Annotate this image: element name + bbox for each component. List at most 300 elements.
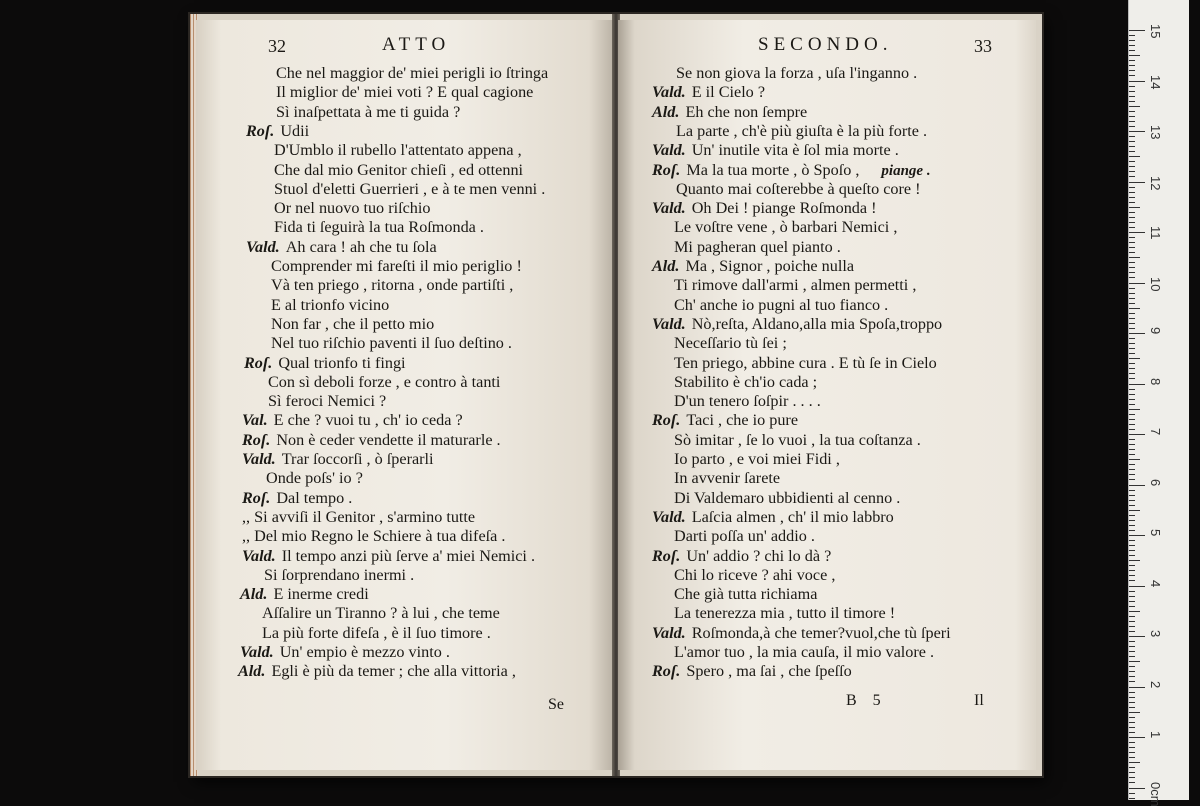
verse-text: ,, Si avviſi il Genitor , s'armino tutte: [242, 508, 475, 526]
verse-text: Che già tutta richiama: [674, 585, 817, 603]
text-line: [652, 103, 807, 122]
text-line: [274, 161, 523, 180]
text-line: [246, 238, 437, 257]
ruler-tick: [1129, 116, 1135, 117]
speaker-label: Vald.: [652, 508, 686, 526]
ruler-tick: [1129, 500, 1135, 501]
ruler-tick: [1129, 384, 1145, 385]
text-line: [274, 141, 522, 160]
ruler-label: 12: [1148, 176, 1163, 190]
text-line: [271, 257, 522, 276]
verse-text: Udii: [280, 122, 309, 140]
ruler-tick: [1129, 752, 1135, 753]
ruler-label: 9: [1148, 327, 1163, 334]
speaker-label: Roſ.: [652, 547, 680, 565]
verse-text: Egli è più da temer ; che alla vittoria ,: [271, 662, 516, 680]
speaker-label: Ald.: [240, 585, 267, 603]
verse-text: Stuol d'eletti Guerrieri , e à te men venni .: [274, 180, 545, 198]
ruler-label: 5: [1148, 529, 1163, 536]
verse-text: Sò imitar , ſe lo vuoi , la tua coſtanza .: [674, 431, 921, 449]
left-page: [196, 20, 614, 770]
ruler-tick: [1129, 394, 1135, 395]
ruler-tick: [1129, 717, 1135, 718]
verse-text: Un' addio ? chi lo dà ?: [686, 547, 831, 565]
ruler-tick: [1129, 464, 1135, 465]
ruler-tick: [1129, 257, 1140, 258]
ruler-label: 8: [1148, 378, 1163, 385]
ruler-tick: [1129, 510, 1140, 511]
text-line: [271, 296, 389, 315]
verse-text: Taci , che io pure: [686, 411, 798, 429]
verse-text: Un' empio è mezzo vinto .: [280, 643, 450, 661]
ruler-tick: [1129, 661, 1140, 662]
open-book: [190, 14, 1042, 776]
ruler-tick: [1129, 242, 1135, 243]
verse-text: Ah cara ! ah che tu ſola: [286, 238, 437, 256]
verse-text: Nò,reſta, Aldano,alla mia Spoſa,troppo: [692, 315, 942, 333]
ruler-tick: [1129, 217, 1135, 218]
ruler-tick: [1129, 424, 1135, 425]
ruler-tick: [1129, 247, 1135, 248]
ruler-tick: [1129, 91, 1135, 92]
text-line: [674, 469, 780, 488]
text-line: [652, 199, 877, 218]
speaker-label: Roſ.: [246, 122, 274, 140]
ruler-tick: [1129, 580, 1135, 581]
ruler-tick: [1129, 742, 1135, 743]
text-line: [674, 238, 841, 257]
ruler-tick: [1129, 308, 1140, 309]
verse-text: Ch' anche io pugni al tuo fianco .: [674, 296, 888, 314]
verse-text: In avvenir ſarete: [674, 469, 780, 487]
ruler-tick: [1129, 757, 1135, 758]
verse-text: Il miglior de' miei voti ? E qual cagione: [276, 83, 533, 101]
verse-text: Non è ceder vendette il maturarle .: [276, 431, 500, 449]
text-line: [674, 276, 916, 295]
text-line: [268, 392, 386, 411]
ruler-tick: [1129, 343, 1135, 344]
text-line: [238, 662, 516, 681]
verse-text: Oh Dei ! piange Roſmonda !: [692, 199, 877, 217]
text-line: [674, 431, 921, 450]
ruler-tick: [1129, 272, 1135, 273]
verse-text: Ti rimove dall'armi , almen permetti ,: [674, 276, 916, 294]
ruler-tick: [1129, 70, 1135, 71]
text-line: [242, 431, 501, 450]
ruler-tick: [1129, 30, 1145, 31]
right-page: [618, 20, 1036, 770]
ruler-tick: [1129, 106, 1140, 107]
left-running-head: ATTO: [382, 34, 450, 56]
speaker-label: Vald.: [652, 141, 686, 159]
ruler-tick: [1129, 454, 1135, 455]
ruler-tick: [1129, 318, 1135, 319]
ruler-label: 1: [1148, 731, 1163, 738]
ruler-tick: [1129, 348, 1135, 349]
verse-text: Fida ti ſeguirà la tua Roſmonda .: [274, 218, 484, 236]
ruler-tick: [1129, 762, 1140, 763]
verse-text: Quanto mai coſterebbe à queſto core !: [676, 180, 921, 198]
ruler-tick: [1129, 429, 1135, 430]
ruler-tick: [1129, 50, 1135, 51]
text-line: [246, 122, 309, 141]
left-catchword: Se: [548, 696, 564, 714]
ruler-tick: [1129, 671, 1135, 672]
ruler-label: 10: [1148, 277, 1163, 291]
verse-text: Aſſalire un Tiranno ? à lui , che teme: [262, 604, 500, 622]
ruler-tick: [1129, 419, 1135, 420]
ruler-tick: [1129, 565, 1135, 566]
ruler-tick: [1129, 35, 1135, 36]
verse-text: Se non giova la forza , uſa l'inganno .: [676, 64, 917, 82]
ruler-tick: [1129, 252, 1135, 253]
ruler-tick: [1129, 101, 1135, 102]
ruler-tick: [1129, 727, 1135, 728]
ruler-tick: [1129, 96, 1135, 97]
verse-text: Che nel maggior de' miei perigli io ſtringa: [276, 64, 548, 82]
verse-text: Di Valdemaro ubbidienti al cenno .: [674, 489, 900, 507]
ruler-tick: [1129, 601, 1135, 602]
ruler-tick: [1129, 166, 1135, 167]
verse-text: Và ten priego , ritorna , onde partiſti ,: [271, 276, 513, 294]
ruler-tick: [1129, 444, 1135, 445]
ruler-tick: [1129, 161, 1135, 162]
speaker-label: Roſ.: [652, 411, 680, 429]
ruler-label: 15: [1148, 24, 1163, 38]
speaker-label: Roſ.: [652, 161, 680, 179]
ruler-tick: [1129, 490, 1135, 491]
ruler-tick: [1129, 459, 1140, 460]
speaker-label: Vald.: [240, 643, 274, 661]
stage-direction: piange .: [881, 163, 930, 179]
ruler-tick: [1129, 782, 1135, 783]
speaker-label: Vald.: [652, 83, 686, 101]
ruler-tick: [1129, 293, 1135, 294]
verse-text: Chi lo riceve ? ahi voce ,: [674, 566, 835, 584]
ruler-tick: [1129, 545, 1135, 546]
verse-text: Dal tempo .: [276, 489, 352, 507]
ruler-tick: [1129, 495, 1135, 496]
text-line: [276, 103, 460, 122]
verse-text: Laſcia almen , ch' il mio labbro: [692, 508, 894, 526]
ruler-tick: [1129, 767, 1135, 768]
ruler-tick: [1129, 666, 1135, 667]
ruler-tick: [1129, 333, 1145, 334]
text-line: [276, 64, 548, 83]
speaker-label: Roſ.: [242, 431, 270, 449]
speaker-label: Vald.: [246, 238, 280, 256]
verse-text: Sì inaſpettata à me ti guida ?: [276, 103, 460, 121]
ruler-tick: [1129, 55, 1140, 56]
ruler-tick: [1129, 676, 1135, 677]
ruler-tick: [1129, 146, 1135, 147]
ruler-tick: [1129, 651, 1135, 652]
ruler-tick: [1129, 353, 1135, 354]
ruler-tick: [1129, 409, 1140, 410]
ruler-tick: [1129, 207, 1140, 208]
ruler-tick: [1129, 722, 1135, 723]
verse-text: Il tempo anzi più ſerve a' miei Nemici .: [282, 547, 535, 565]
ruler-tick: [1129, 136, 1135, 137]
ruler-tick: [1129, 449, 1135, 450]
ruler-tick: [1129, 197, 1135, 198]
verse-text: Or nel nuovo tuo riſchio: [274, 199, 430, 217]
verse-text: Stabilito è ch'io cada ;: [674, 373, 817, 391]
verse-text: Neceſſario tù ſei ;: [674, 334, 787, 352]
text-line: [674, 334, 787, 353]
ruler-tick: [1129, 212, 1135, 213]
ruler-tick: [1129, 283, 1145, 284]
text-line: [262, 624, 491, 643]
ruler-tick: [1129, 641, 1135, 642]
verse-text: Ma , Signor , poiche nulla: [685, 257, 854, 275]
verse-text: Nel tuo riſchio paventi il ſuo deſtino .: [271, 334, 512, 352]
ruler-tick: [1129, 550, 1135, 551]
verse-text: ,, Del mio Regno le Schiere à tua difeſa .: [242, 527, 505, 545]
text-line: [276, 83, 533, 102]
text-line: [271, 276, 513, 295]
ruler-tick: [1129, 702, 1135, 703]
ruler-tick: [1129, 575, 1135, 576]
verse-text: Con sì deboli forze , e contro à tanti: [268, 373, 500, 391]
ruler-tick: [1129, 141, 1135, 142]
verse-text: D'Umblo il rubello l'attentato appena ,: [274, 141, 522, 159]
text-line: [674, 527, 815, 546]
ruler-tick: [1129, 586, 1145, 587]
ruler-tick: [1129, 646, 1135, 647]
text-line: [652, 161, 931, 181]
ruler-tick: [1129, 434, 1145, 435]
speaker-label: Roſ.: [652, 662, 680, 680]
verse-text: La parte , ch'è più giuſta è la più forte .: [676, 122, 927, 140]
verse-text: La tenerezza mia , tutto il timore !: [674, 604, 895, 622]
ruler-label: 14: [1148, 75, 1163, 89]
ruler-tick: [1129, 570, 1135, 571]
text-line: [674, 585, 817, 604]
ruler-tick: [1129, 560, 1140, 561]
text-line: [676, 180, 921, 199]
speaker-label: Vald.: [242, 450, 276, 468]
verse-text: Che dal mio Genitor chieſi , ed ottenni: [274, 161, 523, 179]
ruler-tick: [1129, 697, 1135, 698]
verse-text: Darti poſſa un' addio .: [674, 527, 815, 545]
ruler-tick: [1129, 75, 1135, 76]
text-line: [676, 64, 917, 83]
ruler-tick: [1129, 479, 1135, 480]
speaker-label: Vald.: [652, 624, 686, 642]
ruler-tick: [1129, 313, 1135, 314]
ruler-tick: [1129, 40, 1135, 41]
ruler-tick: [1129, 323, 1135, 324]
verse-text: L'amor tuo , la mia cauſa, il mio valore .: [674, 643, 934, 661]
ruler-tick: [1129, 626, 1135, 627]
ruler-tick: [1129, 404, 1135, 405]
verse-text: E al trionfo vicino: [271, 296, 389, 314]
text-line: [242, 450, 434, 469]
ruler-tick: [1129, 485, 1145, 486]
speaker-label: Roſ.: [244, 354, 272, 372]
verse-text: Ma la tua morte , ò Spoſo ,: [686, 161, 859, 179]
ruler-tick: [1129, 707, 1135, 708]
speaker-label: Vald.: [242, 547, 276, 565]
speaker-label: Val.: [242, 411, 268, 429]
ruler-tick: [1129, 520, 1135, 521]
ruler-tick: [1129, 687, 1145, 688]
ruler-tick: [1129, 121, 1135, 122]
text-line: [266, 469, 363, 488]
text-line: [674, 450, 840, 469]
text-line: [674, 489, 900, 508]
text-line: [674, 354, 937, 373]
speaker-label: Vald.: [652, 315, 686, 333]
text-line: [271, 334, 512, 353]
ruler-tick: [1129, 530, 1135, 531]
speaker-label: Roſ.: [242, 489, 270, 507]
verse-text: E il Cielo ?: [692, 83, 765, 101]
text-line: [242, 489, 352, 508]
text-line: [242, 547, 535, 566]
ruler-tick: [1129, 732, 1135, 733]
ruler-tick: [1129, 338, 1135, 339]
text-line: [652, 411, 798, 430]
ruler-tick: [1129, 540, 1135, 541]
text-line: [674, 604, 895, 623]
ruler-tick: [1129, 389, 1135, 390]
ruler-tick: [1129, 237, 1135, 238]
ruler-tick: [1129, 399, 1135, 400]
ruler-label: 7: [1148, 428, 1163, 435]
text-line: [652, 547, 831, 566]
ruler-tick: [1129, 414, 1135, 415]
text-line: [240, 585, 369, 604]
ruler-tick: [1129, 363, 1135, 364]
ruler-tick: [1129, 262, 1135, 263]
ruler-tick: [1129, 328, 1135, 329]
ruler-tick: [1129, 535, 1145, 536]
ruler-tick: [1129, 126, 1135, 127]
left-page-number: 32: [268, 36, 286, 57]
right-running-head: SECONDO.: [758, 34, 892, 56]
ruler-tick: [1129, 182, 1145, 183]
text-line: [242, 508, 475, 527]
text-line: [264, 566, 414, 585]
text-line: [274, 218, 484, 237]
text-line: [268, 373, 500, 392]
ruler-tick: [1129, 505, 1135, 506]
ruler-tick: [1129, 631, 1135, 632]
ruler-tick: [1129, 227, 1135, 228]
text-line: [244, 354, 406, 373]
ruler-tick: [1129, 131, 1145, 132]
verse-text: Qual trionfo ti fingi: [278, 354, 405, 372]
ruler-tick: [1129, 469, 1135, 470]
ruler-tick: [1129, 81, 1145, 82]
text-line: [652, 508, 894, 527]
text-line: [274, 199, 430, 218]
ruler-tick: [1129, 176, 1135, 177]
verse-text: E che ? vuoi tu , ch' io ceda ?: [274, 411, 463, 429]
ruler-tick: [1129, 222, 1135, 223]
verse-text: Trar ſoccorſi , ò ſperarli: [282, 450, 434, 468]
text-line: [652, 257, 854, 276]
verse-text: Un' inutile vita è ſol mia morte .: [692, 141, 899, 159]
ruler-tick: [1129, 747, 1135, 748]
ruler-tick: [1129, 621, 1135, 622]
ruler-tick: [1129, 712, 1140, 713]
ruler-tick: [1129, 187, 1135, 188]
ruler-tick: [1129, 692, 1135, 693]
text-line: [676, 122, 927, 141]
ruler-tick: [1129, 156, 1140, 157]
ruler-tick: [1129, 681, 1135, 682]
verse-text: Non far , che il petto mio: [271, 315, 434, 333]
ruler-label: 11: [1148, 226, 1163, 240]
ruler-tick: [1129, 555, 1135, 556]
verse-text: D'un tenero ſoſpir . . . .: [674, 392, 821, 410]
ruler-tick: [1129, 65, 1135, 66]
ruler-label: 2: [1148, 681, 1163, 688]
text-line: [652, 662, 852, 681]
ruler-tick: [1129, 515, 1135, 516]
text-line: [674, 643, 934, 662]
ruler-tick: [1129, 151, 1135, 152]
ruler-label: 13: [1148, 125, 1163, 139]
verse-text: Roſmonda,à che temer?vuol,che tù ſperi: [692, 624, 951, 642]
text-line: [674, 296, 888, 315]
ruler-tick: [1129, 606, 1135, 607]
speaker-label: Ald.: [652, 257, 679, 275]
text-line: [674, 218, 897, 237]
verse-text: Mi pagheran quel pianto .: [674, 238, 841, 256]
right-catchword: Il: [974, 692, 984, 710]
text-line: [652, 83, 765, 102]
ruler-tick: [1129, 303, 1135, 304]
text-line: [240, 643, 450, 662]
ruler-tick: [1129, 636, 1145, 637]
ruler-tick: [1129, 298, 1135, 299]
ruler-tick: [1129, 60, 1135, 61]
verse-text: Ten priego, abbine cura . E tù ſe in Cielo: [674, 354, 937, 372]
ruler-label: 0cm: [1148, 782, 1163, 806]
ruler-label: 3: [1148, 630, 1163, 637]
ruler-tick: [1129, 277, 1135, 278]
verse-text: Comprender mi fareſti il mio periglio !: [271, 257, 522, 275]
verse-text: Sì feroci Nemici ?: [268, 392, 386, 410]
text-line: [652, 141, 899, 160]
ruler-tick: [1129, 525, 1135, 526]
signature-mark: B 5: [846, 692, 887, 710]
ruler-tick: [1129, 772, 1135, 773]
verse-text: Io parto , e voi miei Fidi ,: [674, 450, 840, 468]
ruler-label: 6: [1148, 479, 1163, 486]
ruler-tick: [1129, 86, 1135, 87]
ruler-tick: [1129, 611, 1140, 612]
text-line: [262, 604, 500, 623]
ruler-tick: [1129, 111, 1135, 112]
ruler-tick: [1129, 288, 1135, 289]
ruler-tick: [1129, 656, 1135, 657]
speaker-label: Vald.: [652, 199, 686, 217]
ruler-tick: [1129, 373, 1135, 374]
ruler-tick: [1129, 192, 1135, 193]
ruler-tick: [1129, 378, 1135, 379]
text-line: [271, 315, 434, 334]
verse-text: Spero , ma ſai , che ſpeſſo: [686, 662, 851, 680]
ruler-tick: [1129, 798, 1135, 799]
verse-text: Le voſtre vene , ò barbari Nemici ,: [674, 218, 897, 236]
text-line: [652, 315, 942, 334]
text-line: [674, 566, 835, 585]
